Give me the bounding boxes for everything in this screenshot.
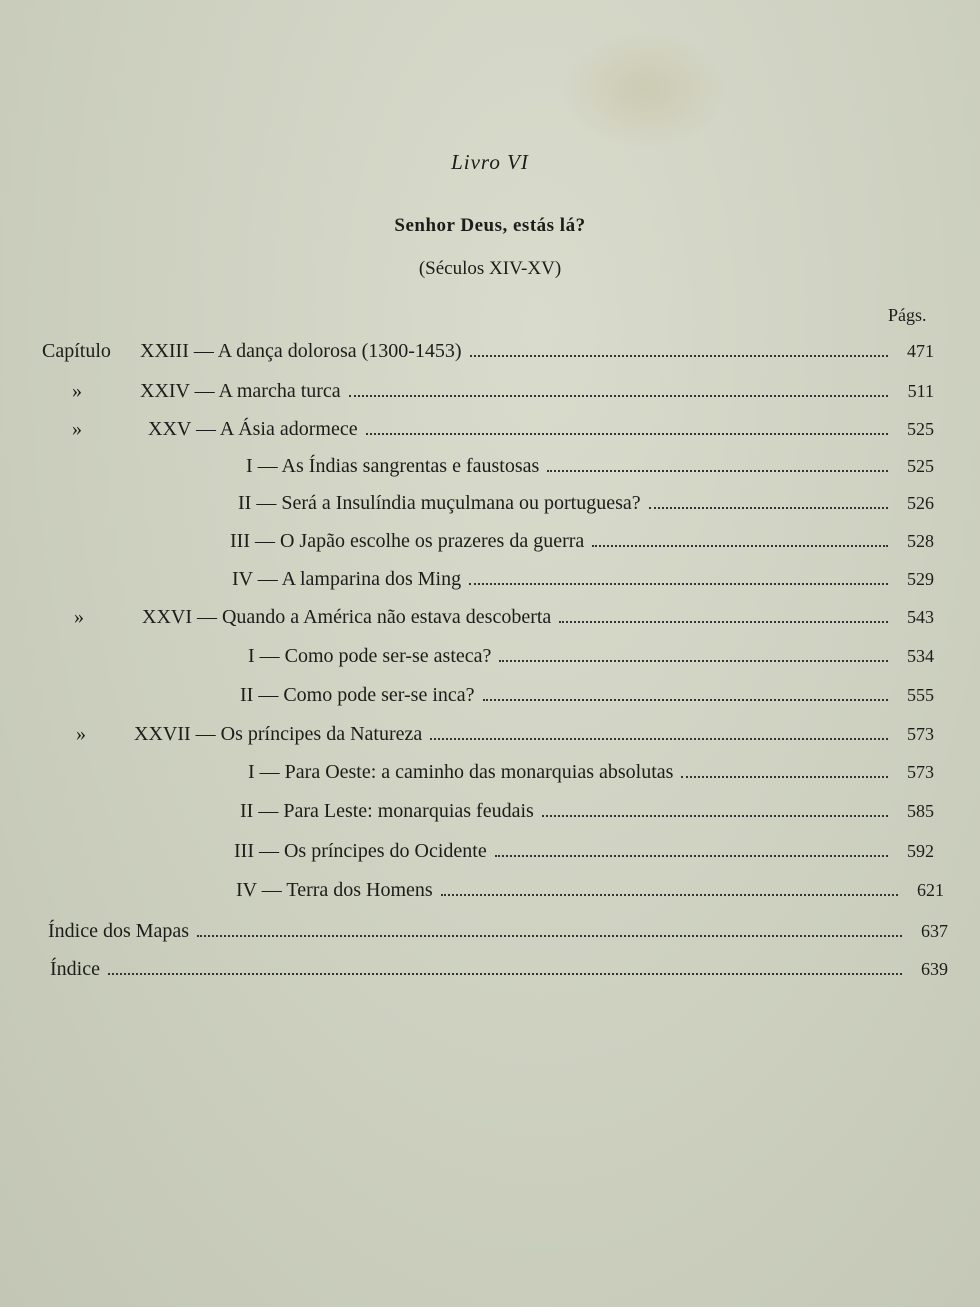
toc-entry [76,723,934,753]
toc-entry [232,568,934,598]
toc-prefix: » [72,380,82,402]
toc-page-number: 573 [907,762,934,782]
toc-page-number: 534 [907,646,934,666]
toc-label: XXIV — A marcha turca [140,380,341,402]
toc-label: III — Os príncipes do Ocidente [234,840,487,862]
toc-label: I — As Índias sangrentas e faustosas [246,455,540,477]
toc-entry [234,840,934,870]
dot-leader [197,935,902,937]
toc-label: II — Será a Insulíndia muçulmana ou portuguesa? [238,492,641,514]
toc-entry [248,761,934,791]
toc-page-number: 573 [907,724,934,744]
toc-entry [48,920,948,950]
toc-label: III — O Japão escolhe os prazeres da guerra [230,530,585,552]
dot-leader [349,395,888,397]
toc-entry [236,879,944,909]
toc-page-number: 592 [907,841,934,861]
toc-label: IV — Terra dos Homens [236,879,433,901]
dot-leader [592,545,888,547]
dot-leader [547,470,888,472]
toc-page-number: 529 [907,569,934,589]
dot-leader [495,855,888,857]
toc-entry [240,684,934,714]
toc-page-number: 555 [907,685,934,705]
dot-leader [469,583,888,585]
toc-page-number: 637 [921,921,948,941]
toc-page-number: 543 [907,607,934,627]
dot-leader [108,973,902,975]
toc-label: I — Para Oeste: a caminho das monarquias absolutas [248,761,674,783]
toc-label: II — Para Leste: monarquias feudais [240,800,534,822]
toc-entry [42,340,934,370]
dot-leader [470,355,888,357]
toc-page-number: 585 [907,801,934,821]
toc-entry [72,418,934,448]
toc-prefix: » [76,723,86,745]
toc-prefix: » [74,606,84,628]
toc-entry [74,606,934,636]
book-heading: Livro VI [451,150,529,174]
toc-prefix: Capítulo [42,340,111,362]
dot-leader [441,894,898,896]
paper-stain [560,30,730,150]
toc-entry [246,455,934,485]
toc-entry [240,800,934,830]
toc-label: Índice dos Mapas [48,920,190,942]
toc-label: I — Como pode ser-se asteca? [248,645,492,667]
toc-label: XXVII — Os príncipes da Natureza [134,723,423,745]
dot-leader [483,699,888,701]
toc-page-number: 511 [907,381,934,401]
toc-label: Índice [50,958,100,980]
dot-leader [430,738,888,740]
dot-leader [499,660,888,662]
toc-entry [230,530,934,560]
section-subtitle: (Séculos XIV-XV) [418,258,562,279]
toc-page-number: 621 [917,880,944,900]
dot-leader [649,507,888,509]
toc-page-number: 526 [907,493,934,513]
pages-column-label: Págs. [888,305,927,325]
toc-label: II — Como pode ser-se inca? [240,684,475,706]
toc-page-number: 639 [921,959,948,979]
toc-page-number: 471 [907,341,934,361]
toc-label: XXV — A Ásia adormece [148,418,358,440]
toc-page-number: 528 [907,531,934,551]
dot-leader [681,776,888,778]
toc-page-number: 525 [907,419,934,439]
toc-entry [72,380,934,410]
toc-entry [50,958,948,988]
section-title: Senhor Deus, estás lá? [394,215,586,236]
toc-label: XXIII — A dança dolorosa (1300-1453) [140,340,462,362]
toc-entry [248,645,934,675]
toc-entry [238,492,934,522]
toc-label: XXVI — Quando a América não estava descoberta [142,606,552,628]
dot-leader [542,815,888,817]
dot-leader [366,433,888,435]
toc-label: IV — A lamparina dos Ming [232,568,462,590]
toc-page-number: 525 [907,456,934,476]
dot-leader [559,621,888,623]
toc-prefix: » [72,418,82,440]
